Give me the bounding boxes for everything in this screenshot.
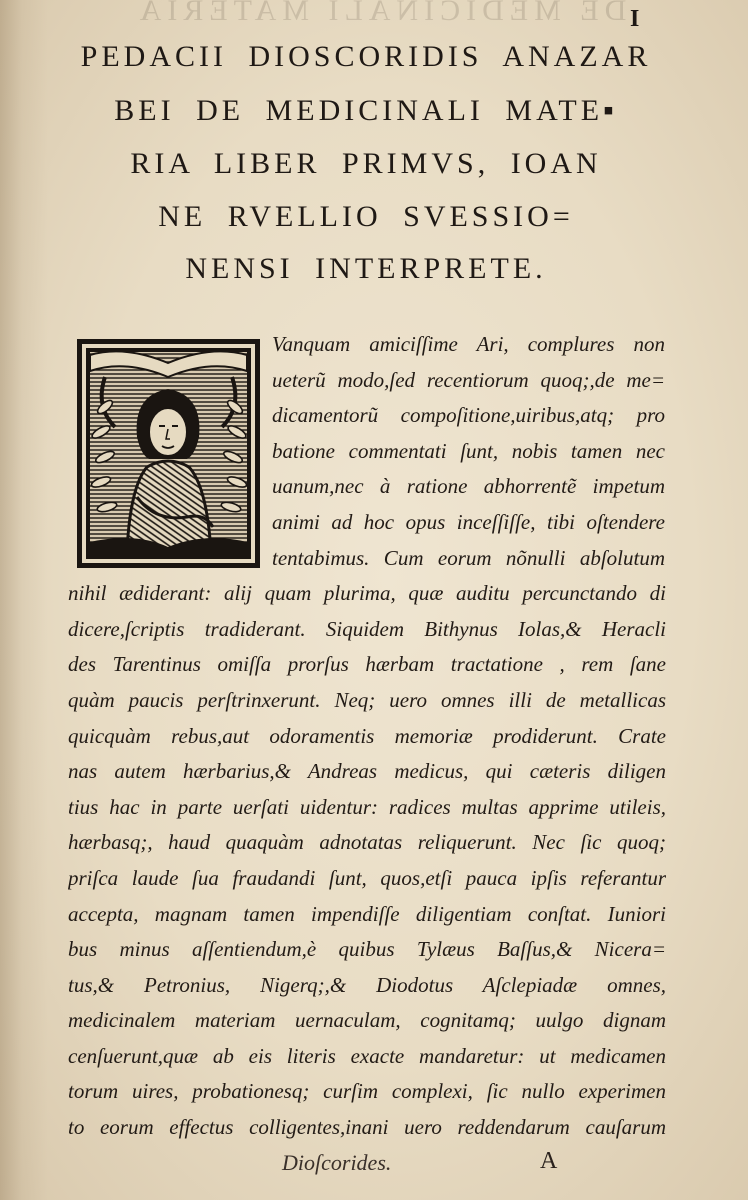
body-line: medicinalem materiam uernaculam, cognitamq; uulgo dignam [68,1008,666,1033]
body-line: dicamentorũ compoſitione,uiribus,atq; pro [272,403,665,428]
body-line: dicere,ſcriptis tradiderant. Siquidem Bithynus Iolas,& Heracli [68,616,666,641]
title-line: RIA LIBER PRIMVS, IOAN [130,147,602,180]
body-line: batione commentati ſunt, nobis tamen nec [272,438,665,463]
body-line: tentabimus. Cum eorum nõnulli abſolutum [272,545,665,570]
title-line: BEI DE MEDICINALI MATE▪ [114,94,618,127]
title-line: NENSI INTERPRETE. [185,252,547,285]
body-line: bus minus aſſentiendum,è quibus Tylæus Baſſus,& Nicera= [68,937,666,962]
body-line: Vanquam amiciſſime Ari, complures non [272,332,665,356]
body-line: tus,& Petronius, Nigerq;,& Diodotus Aſclepiadæ omnes, [68,972,666,997]
body-line: animi ad hoc opus inceſſiſſe, tibi oſtendere [272,509,665,534]
body-text [0,327,748,1146]
show-through-text: DE MEDICINALI MATERIA [133,0,627,27]
signature-mark: A [540,1148,558,1174]
body-line: torum uires, probationesq; curſim complexi, ſic nullo experimen [68,1079,666,1104]
page-number: I [630,6,640,32]
title-line: NE RVELLIO SVESSIO= [158,200,574,233]
title-line: PEDACII DIOSCORIDIS ANAZAR [80,40,652,73]
body-line: quàm paucis perſtrinxerunt. Neq; uero omnes illi de metallicas [68,687,666,712]
body-line: nas autem hærbarius,& Andreas medicus, qui cæteris diligen [68,759,666,784]
body-line: ueterũ modo,ſed recentiorum quoq;,de me= [272,367,665,392]
body-line: accepta, magnam tamen impendiſſe diligentiam conſtat. Iuniori [68,901,666,926]
catchword: Dioſcorides. [282,1150,392,1175]
body-line: to eorum effectus colligentes,inani uero reddendarum cauſarum [68,1115,666,1140]
body-line: cenſuerunt,quæ ab eis literis exacte mandaretur: ut medicamen [68,1043,666,1068]
body-line: uanum,nec à ratione abhorrentẽ impetum [272,474,665,499]
body-line: nihil ædiderant: alij quam plurima, quæ auditu percunctando di [68,581,666,606]
body-line: priſca laude ſua fraudandi ſunt, quos,etſi pauca ipſis referantur [68,865,666,890]
body-line: quicquàm rebus,aut odoramentis memoriæ prodiderunt. Crate [68,723,666,748]
body-line: des Tarentinus omiſſa prorſus hærbam tractatione , rem ſane [68,652,666,677]
body-line: tius hac in parte uerſati uidentur: radices multas apprime utileis, [68,794,666,819]
body-line: hærbasq;, haud quaquàm adnotatas reliquerunt. Nec ſic quoq; [68,830,666,855]
